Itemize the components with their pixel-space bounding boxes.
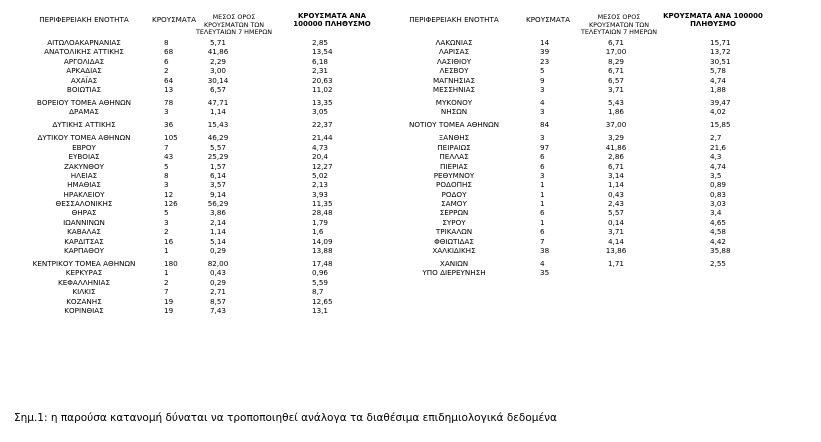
cases-cell: 1	[164, 268, 169, 278]
avg-cell: 5,57	[209, 142, 226, 152]
avg-cell: 6,71	[607, 66, 624, 76]
area-cell: ΧΑΛΚΙΔΙΚΗΣ	[432, 246, 476, 256]
area-cell: ΡΟΔΟΥ	[441, 189, 467, 199]
area-cell: ΕΥΒΟΙΑΣ	[68, 152, 100, 162]
per100k-cell: 3,05	[312, 107, 329, 117]
avg-cell: 2,86	[607, 152, 624, 162]
area-cell: ΑΧΑΪΑΣ	[70, 75, 98, 85]
per100k-cell: 20,63	[312, 75, 333, 85]
cases-cell: 6	[540, 227, 545, 237]
area-cell: ΠΕΛΛΑΣ	[439, 152, 469, 162]
cases-cell: 2	[164, 227, 169, 237]
area-cell: ΦΘΙΩΤΙΔΑΣ	[434, 236, 474, 246]
per100k-cell: 22,37	[312, 120, 333, 130]
area-cell: ΣΕΡΡΩΝ	[439, 208, 469, 218]
avg-cell: 8,29	[607, 56, 624, 66]
area-cell: ΚΑΡΔΙΤΣΑΣ	[64, 236, 104, 246]
avg-cell: 6,57	[209, 84, 226, 94]
per100k-cell: 5,78	[710, 66, 727, 76]
per100k-cell: 4,58	[710, 227, 727, 237]
area-cell: ΠΙΕΡΙΑΣ	[440, 161, 468, 171]
area-cell: ΚΟΡΙΝΘΙΑΣ	[64, 305, 104, 315]
cases-cell: 36	[164, 120, 174, 130]
avg-cell: 2,71	[209, 287, 226, 297]
cases-cell: 7	[164, 142, 169, 152]
avg-cell: 0,29	[209, 246, 226, 256]
avg-cell: 4,14	[607, 236, 624, 246]
area-cell: ΚΑΒΑΛΑΣ	[67, 227, 101, 237]
footnote: Σημ.1: η παρούσα κατανομή δύναται να τροποποιηθεί ανάλογα τα διαθέσιμα επιδημιολογικά δεδομένα	[14, 412, 557, 424]
area-cell: ΘΗΡΑΣ	[71, 208, 97, 218]
avg-cell: 2,14	[209, 217, 226, 227]
per100k-cell: 20,4	[312, 152, 329, 162]
area-cell: ΜΑΓΝΗΣΙΑΣ	[432, 75, 476, 85]
cases-cell: 7	[164, 287, 169, 297]
cases-cell: 7	[540, 236, 545, 246]
area-cell: ΞΑΝΘΗΣ	[438, 133, 470, 143]
area-cell: ΛΑΚΩΝΙΑΣ	[435, 38, 473, 47]
per100k-cell: 2,7	[710, 133, 722, 143]
avg-cell: 13,86	[605, 246, 627, 256]
per100k-cell: 4,74	[710, 75, 727, 85]
avg-cell: 8,57	[209, 296, 226, 306]
per100k-cell: 4,73	[312, 142, 329, 152]
header-area: ΠΕΡΙΦΕΡΕΙΑΚΗ ΕΝΟΤΗΤΑ	[409, 15, 499, 24]
avg-cell: 9,14	[209, 189, 226, 199]
avg-cell: 17,00	[605, 47, 627, 57]
cases-cell: 84	[540, 120, 550, 130]
header-cases: ΚΡΟΥΣΜΑΤΑ	[152, 15, 197, 24]
per100k-cell: 0,96	[312, 268, 329, 278]
area-cell: ΛΕΣΒΟΥ	[439, 66, 469, 76]
cases-cell: 3	[540, 170, 545, 180]
avg-cell: 3,86	[209, 208, 226, 218]
area-cell: ΜΥΚΟΝΟΥ	[435, 97, 473, 107]
cases-cell: 35	[540, 268, 550, 278]
avg-cell: 5,57	[607, 208, 624, 218]
cases-cell: 105	[164, 133, 178, 143]
per100k-cell: 1,88	[710, 84, 727, 94]
area-cell: ΕΒΡΟΥ	[72, 142, 96, 152]
cases-cell: 6	[540, 208, 545, 218]
cases-cell: 1	[540, 217, 545, 227]
per100k-cell: 3,5	[710, 170, 722, 180]
cases-cell: 39	[540, 47, 550, 57]
cases-cell: 4	[540, 97, 545, 107]
cases-cell: 2	[164, 277, 169, 287]
per100k-cell: 12,27	[312, 161, 333, 171]
per100k-cell: 4,3	[710, 152, 722, 162]
per100k-cell: 5,02	[312, 170, 329, 180]
per100k-cell: 15,85	[710, 120, 731, 130]
area-cell: ΜΕΣΣΗΝΙΑΣ	[432, 84, 476, 94]
avg-cell: 6,57	[607, 75, 624, 85]
area-cell: ΥΠΟ ΔΙΕΡΕΥΝΗΣΗ	[422, 268, 486, 278]
cases-cell: 68	[164, 47, 174, 57]
per100k-cell: 2,55	[710, 259, 727, 269]
cases-cell: 3	[540, 84, 545, 94]
area-cell: ΛΑΣΙΘΙΟΥ	[436, 56, 472, 66]
per100k-cell: 21,6	[710, 142, 727, 152]
area-cell: ΗΛΕΙΑΣ	[70, 170, 98, 180]
per100k-cell: 2,85	[312, 38, 329, 47]
area-cell: ΗΡΑΚΛΕΙΟΥ	[63, 189, 105, 199]
avg-cell: 3,71	[607, 227, 624, 237]
avg-cell: 5,14	[209, 236, 226, 246]
per100k-cell: 13,1	[312, 305, 329, 315]
cases-cell: 1	[540, 180, 545, 190]
per100k-cell: 1,79	[312, 217, 329, 227]
area-cell: ΔΥΤΙΚΟΥ ΤΟΜΕΑ ΑΘΗΝΩΝ	[37, 133, 131, 143]
per100k-cell: 1,6	[312, 227, 324, 237]
avg-cell: 47,71	[207, 97, 229, 107]
avg-cell: 0,43	[209, 268, 226, 278]
cases-cell: 64	[164, 75, 174, 85]
avg-cell: 15,43	[207, 120, 229, 130]
avg-cell: 0,29	[209, 277, 226, 287]
per100k-cell: 13,88	[312, 246, 333, 256]
avg-cell: 3,29	[607, 133, 624, 143]
cases-cell: 13	[164, 84, 174, 94]
cases-cell: 6	[540, 152, 545, 162]
per100k-cell: 4,42	[710, 236, 727, 246]
cases-cell: 5	[164, 161, 169, 171]
per100k-cell: 3,4	[710, 208, 722, 218]
per100k-cell: 2,31	[312, 66, 329, 76]
per100k-cell: 12,65	[312, 296, 333, 306]
avg-cell: 0,14	[607, 217, 624, 227]
cases-cell: 12	[164, 189, 174, 199]
area-cell: ΔΡΑΜΑΣ	[69, 107, 99, 117]
avg-cell: 6,71	[607, 38, 624, 47]
avg-cell: 2,29	[209, 56, 226, 66]
avg-cell: 5,43	[607, 97, 624, 107]
cases-cell: 6	[540, 161, 545, 171]
avg-cell: 0,43	[607, 189, 624, 199]
area-cell: ΑΡΓΟΛΙΔΑΣ	[63, 56, 105, 66]
avg-cell: 37,00	[605, 120, 627, 130]
avg-cell: 3,71	[607, 84, 624, 94]
per100k-cell: 14,09	[312, 236, 333, 246]
cases-cell: 3	[540, 133, 545, 143]
avg-cell: 7,43	[209, 305, 226, 315]
area-cell: ΣΑΜΟΥ	[441, 199, 467, 209]
header-cases: ΚΡΟΥΣΜΑΤΑ	[526, 15, 571, 24]
cases-cell: 1	[540, 199, 545, 209]
area-cell: ΣΥΡΟΥ	[442, 217, 466, 227]
avg-cell: 2,43	[607, 199, 624, 209]
cases-cell: 14	[540, 38, 550, 47]
cases-cell: 180	[164, 259, 178, 269]
per100k-cell: 0,83	[710, 189, 727, 199]
per100k-cell: 3,93	[312, 189, 329, 199]
cases-cell: 1	[540, 189, 545, 199]
cases-cell: 6	[164, 56, 169, 66]
area-cell: ΚΕΝΤΡΙΚΟΥ ΤΟΜΕΑ ΑΘΗΝΩΝ	[32, 259, 136, 269]
per100k-cell: 4,02	[710, 107, 727, 117]
per100k-cell: 13,54	[312, 47, 333, 57]
area-cell: ΠΕΙΡΑΙΩΣ	[437, 142, 471, 152]
avg-cell: 46,29	[207, 133, 229, 143]
area-cell: ΔΥΤΙΚΗΣ ΑΤΤΙΚΗΣ	[52, 120, 116, 130]
area-cell: ΗΜΑΘΙΑΣ	[67, 180, 101, 190]
avg-cell: 1,14	[607, 180, 624, 190]
area-cell: ΝΗΣΩΝ	[440, 107, 468, 117]
per100k-cell: 13,72	[710, 47, 731, 57]
area-cell: ΛΑΡΙΣΑΣ	[438, 47, 470, 57]
area-cell: ΒΟΡΕΙΟΥ ΤΟΜΕΑ ΑΘΗΝΩΝ	[36, 97, 132, 107]
cases-cell: 3	[164, 107, 169, 117]
per100k-cell: 11,35	[312, 199, 333, 209]
per100k-cell: 28,48	[312, 208, 333, 218]
per100k-cell: 17,48	[312, 259, 333, 269]
per100k-cell: 21,44	[312, 133, 333, 143]
area-cell: ΤΡΙΚΑΛΩΝ	[435, 227, 473, 237]
area-cell: ΚΕΡΚΥΡΑΣ	[65, 268, 103, 278]
area-cell: ΚΟΖΑΝΗΣ	[66, 296, 102, 306]
per100k-cell: 30,51	[710, 56, 731, 66]
cases-cell: 2	[164, 66, 169, 76]
per100k-cell: 3,03	[710, 199, 727, 209]
header-per100k: ΚΡΟΥΣΜΑΤΑ ΑΝΑ 100000 ΠΛΗΘΥΣΜΟ	[293, 12, 371, 28]
cases-cell: 4	[540, 259, 545, 269]
area-cell: ΑΡΚΑΔΙΑΣ	[66, 66, 102, 76]
avg-cell: 1,14	[209, 227, 226, 237]
header-avg: ΜΕΣΟΣ ΟΡΟΣ ΚΡΟΥΣΜΑΤΩΝ ΤΩΝ ΤΕΛΕΥΤΑΙΩΝ 7 ΗΜΕΡΩΝ	[580, 13, 658, 36]
avg-cell: 3,00	[209, 66, 226, 76]
cases-cell: 43	[164, 152, 174, 162]
avg-cell: 56,29	[207, 199, 229, 209]
area-cell: ΑΝΑΤΟΛΙΚΗΣ ΑΤΤΙΚΗΣ	[44, 47, 124, 57]
area-cell: ΑΙΤΩΛΟΑΚΑΡΝΑΝΙΑΣ	[47, 38, 121, 47]
cases-cell: 16	[164, 236, 174, 246]
cases-cell: 3	[164, 217, 169, 227]
per100k-cell: 13,35	[312, 97, 333, 107]
cases-cell: 38	[540, 246, 550, 256]
header-avg: ΜΕΣΟΣ ΟΡΟΣ ΚΡΟΥΣΜΑΤΩΝ ΤΩΝ ΤΕΛΕΥΤΑΙΩΝ 7 ΗΜΕΡΩΝ	[195, 13, 273, 36]
cases-cell: 9	[540, 75, 545, 85]
avg-cell: 41,86	[207, 47, 229, 57]
per100k-cell: 2,13	[312, 180, 329, 190]
avg-cell: 3,57	[209, 180, 226, 190]
header-area: ΠΕΡΙΦΕΡΕΙΑΚΗ ΕΝΟΤΗΤΑ	[39, 15, 129, 24]
cases-cell: 126	[164, 199, 178, 209]
area-cell: ΙΩΑΝΝΙΝΩΝ	[63, 217, 105, 227]
area-cell: ΖΑΚΥΝΘΟΥ	[63, 161, 105, 171]
avg-cell: 41,86	[605, 142, 627, 152]
avg-cell: 1,86	[607, 107, 624, 117]
per100k-cell: 4,65	[710, 217, 727, 227]
cases-cell: 1	[164, 246, 169, 256]
cases-cell: 3	[540, 107, 545, 117]
area-cell: ΝΟΤΙΟΥ ΤΟΜΕΑ ΑΘΗΝΩΝ	[408, 120, 500, 130]
per100k-cell: 15,71	[710, 38, 731, 47]
avg-cell: 6,14	[209, 170, 226, 180]
avg-cell: 3,14	[607, 170, 624, 180]
avg-cell: 6,71	[607, 161, 624, 171]
per100k-cell: 0,89	[710, 180, 727, 190]
avg-cell: 30,14	[207, 75, 229, 85]
cases-cell: 5	[540, 66, 545, 76]
avg-cell: 25,29	[207, 152, 229, 162]
per100k-cell: 39,47	[710, 97, 731, 107]
area-cell: ΧΑΝΙΩΝ	[439, 259, 469, 269]
per100k-cell: 5,59	[312, 277, 329, 287]
area-cell: ΡΕΘΥΜΝΟΥ	[433, 170, 475, 180]
cases-cell: 19	[164, 296, 174, 306]
cases-cell: 8	[164, 170, 169, 180]
avg-cell: 5,71	[209, 38, 226, 47]
cases-cell: 23	[540, 56, 550, 66]
per100k-cell: 6,18	[312, 56, 329, 66]
area-cell: ΒΟΙΩΤΙΑΣ	[66, 84, 102, 94]
avg-cell: 1,14	[209, 107, 226, 117]
per100k-cell: 8,7	[312, 287, 324, 297]
area-cell: ΚΙΛΚΙΣ	[72, 287, 96, 297]
area-cell: ΚΑΡΠΑΘΟΥ	[64, 246, 104, 256]
area-cell: ΘΕΣΣΑΛΟΝΙΚΗΣ	[55, 199, 113, 209]
cases-cell: 5	[164, 208, 169, 218]
header-per100k: ΚΡΟΥΣΜΑΤΑ ΑΝΑ 100000 ΠΛΗΘΥΣΜΟ	[663, 12, 763, 28]
cases-cell: 78	[164, 97, 174, 107]
avg-cell: 1,71	[607, 259, 624, 269]
cases-cell: 3	[164, 180, 169, 190]
avg-cell: 1,57	[209, 161, 226, 171]
area-cell: ΚΕΦΑΛΛΗΝΙΑΣ	[57, 277, 111, 287]
per100k-cell: 11,02	[312, 84, 333, 94]
cases-cell: 8	[164, 38, 169, 47]
cases-cell: 19	[164, 305, 174, 315]
per100k-cell: 4,74	[710, 161, 727, 171]
per100k-cell: 35,88	[710, 246, 731, 256]
cases-cell: 97	[540, 142, 550, 152]
area-cell: ΡΟΔΟΠΗΣ	[436, 180, 472, 190]
avg-cell: 82,00	[207, 259, 229, 269]
